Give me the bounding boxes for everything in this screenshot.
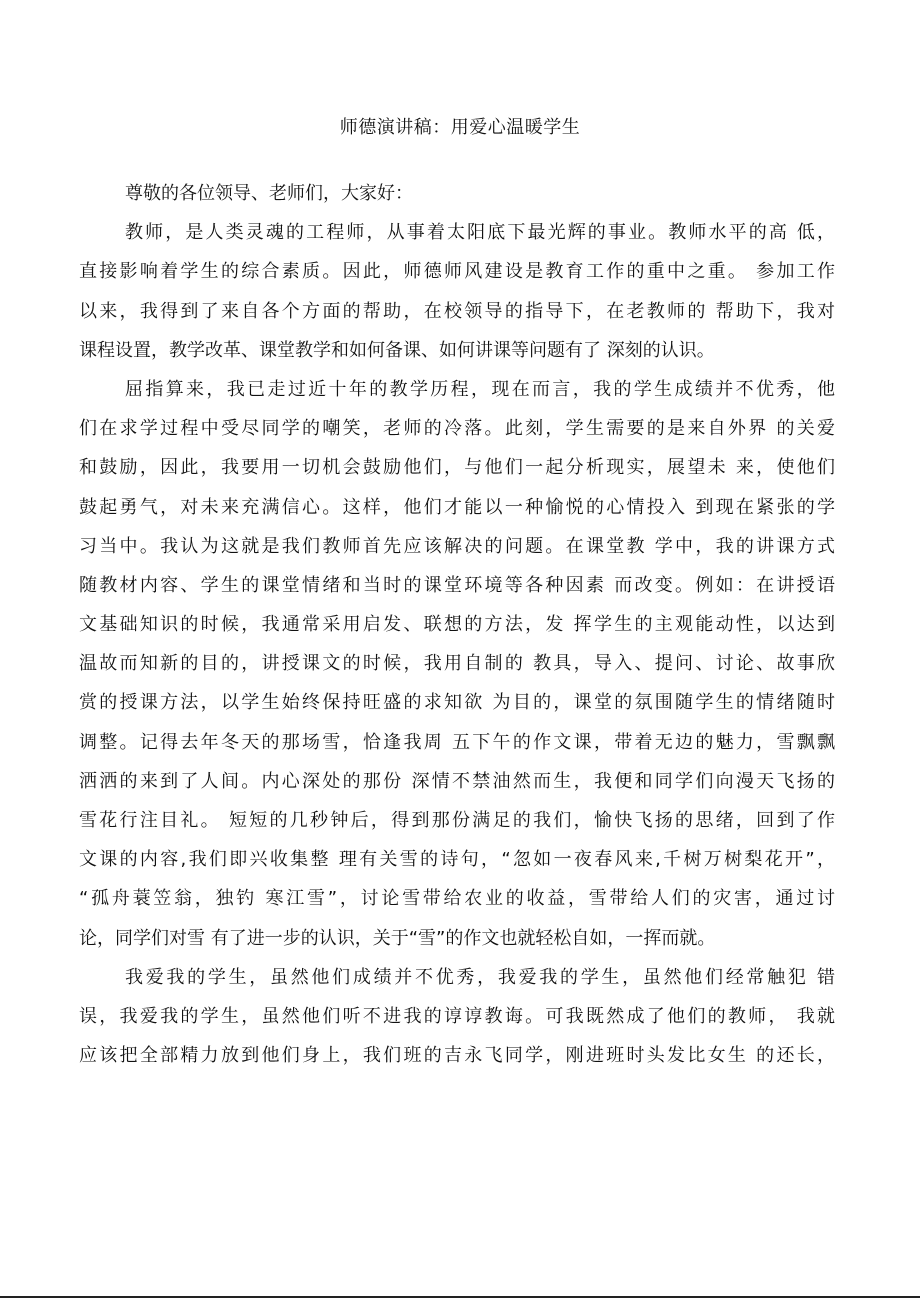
text-line: 课程设置，教学改革、课堂教学和如何备课、如何讲课等问题有了 深刻的认识。 <box>79 339 715 361</box>
paragraph <box>79 213 835 370</box>
text-line: “孤舟蓑笠翁，独钓 寒江雪”，讨论雪带给农业的收益，雪带给人们的灾害，通过讨 <box>79 888 835 910</box>
page-title: 师德演讲稿：用爱心温暖学生 <box>339 117 581 138</box>
text-line: 赏的授课方法，以学生始终保持旺盛的求知欲 为目的，课堂的氛围随学生的情绪随时 <box>79 692 835 714</box>
text-line: 教师，是人类灵魂的工程师，从事着太阳底下最光辉的事业。教师水平的高 低， <box>125 222 835 244</box>
text-line: 我爱我的学生，虽然他们成绩并不优秀，我爱我的学生，虽然他们经常触犯 错 <box>125 966 835 988</box>
text-line: 洒洒的来到了人间。内心深处的那份 深情不禁油然而生，我便和同学们向漫天飞扬的 <box>79 770 835 792</box>
text-line: 论，同学们对雪 有了进一步的认识，关于“雪”的作文也就轻松自如，一挥而就。 <box>79 927 716 949</box>
page-bottom-border <box>0 1296 920 1298</box>
text-line: 误，我爱我的学生，虽然他们听不进我的谆谆教诲。可我既然成了他们的教师， 我就 <box>79 1005 835 1027</box>
text-line: 和鼓励，因此，我要用一切机会鼓励他们，与他们一起分析现实，展望未 来，使他们 <box>79 457 835 479</box>
text-line: 雪花行注目礼。 短短的几秒钟后，得到那份满足的我们，愉快飞扬的思绪，回到了作 <box>79 810 835 831</box>
text-line: 调整。记得去年冬天的那场雪，恰逢我周 五下午的作文课，带着无边的魅力，雪飘飘 <box>79 731 835 753</box>
paragraph <box>79 370 835 958</box>
paragraph-greeting <box>79 174 835 213</box>
text-line: 直接影响着学生的综合素质。因此，师德师风建设是教育工作的重中之重。 参加工作 <box>79 261 835 283</box>
text-line: 温故而知新的目的，讲授课文的时候，我用自制的 教具，导入、提问、讨论、故事欣 <box>79 653 835 675</box>
text-line: 文课的内容,我们即兴收集整 理有关雪的诗句，“忽如一夜春风来,千树万树梨花开”， <box>79 849 835 871</box>
text-line: 文基础知识的时候，我通常采用启发、联想的方法，发 挥学生的主观能动性，以达到 <box>79 614 835 636</box>
text-line: 屈指算来，我已走过近十年的教学历程，现在而言，我的学生成绩并不优秀，他 <box>125 378 835 400</box>
text-line: 随教材内容、学生的课堂情绪和当时的课堂环境等各种因素 而改变。例如：在讲授语 <box>79 574 835 596</box>
text-line: 以来，我得到了来自各个方面的帮助，在校领导的指导下，在老教师的 帮助下，我对 <box>79 300 835 322</box>
text-line: 应该把全部精力放到他们身上，我们班的吉永飞同学，刚进班时头发比女生 的还长， <box>79 1045 835 1067</box>
document-body <box>79 174 835 1075</box>
text-line: 鼓起勇气，对未来充满信心。这样，他们才能以一种愉悦的心情投入 到现在紧张的学 <box>79 496 835 518</box>
text-line: 尊敬的各位领导、老师们，大家好： <box>125 183 413 204</box>
text-line: 习当中。我认为这就是我们教师首先应该解决的问题。在课堂教 学中，我的讲课方式 <box>79 535 835 557</box>
text-line: 们在求学过程中受尽同学的嘲笑，老师的冷落。此刻，学生需要的是来自外界 的关爱 <box>79 418 835 440</box>
paragraph <box>79 958 835 1076</box>
